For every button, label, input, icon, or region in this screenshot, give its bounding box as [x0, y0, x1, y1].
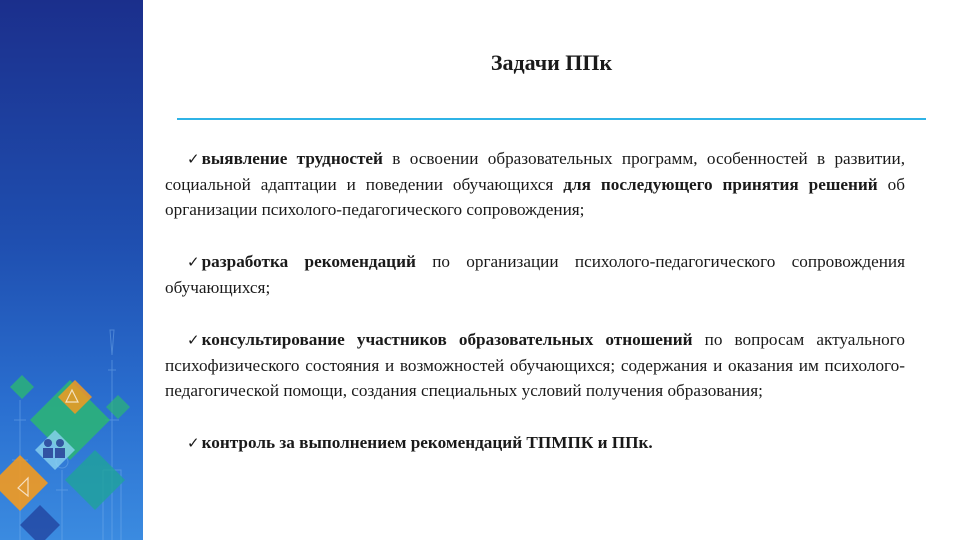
checkmark-icon: ✓ — [187, 434, 200, 452]
task-item-identification — [165, 146, 905, 222]
task-text: по вопросам актуального психофизического состояния и возможностей обучающихся; содержания и оказания им психолого-педагогической помощи, создания специальных условий получения образования; — [165, 330, 905, 400]
task-text: об организации психолого-педагогического сопровождения; — [165, 175, 905, 219]
task-item-consulting — [165, 327, 905, 403]
tasks-list — [165, 146, 905, 456]
task-bold-text: выявление трудностей — [201, 149, 383, 168]
slide-title: Задачи ППк — [490, 50, 613, 75]
task-item-control — [165, 430, 905, 456]
task-bold-text: консультирование участников образовательных отношений — [201, 330, 693, 349]
task-bold-text: контроль за выполнением рекомендаций ТПМПК и ППк. — [201, 433, 653, 452]
task-bold-text: разработка рекомендаций — [201, 252, 416, 271]
sidebar-pattern-graphic — [0, 0, 143, 540]
checkmark-icon: ✓ — [187, 253, 200, 271]
checkmark-icon: ✓ — [187, 331, 200, 349]
title-underline — [177, 118, 926, 120]
checkmark-icon: ✓ — [187, 150, 200, 168]
task-item-recommendations — [165, 249, 905, 300]
task-text: по организации психолого-педагогического сопровождения обучающихся; — [165, 252, 905, 297]
task-text: в освоении образовательных программ, особенностей в развитии, социальной адаптации и поведении обучающихся — [165, 149, 905, 194]
decorative-sidebar — [0, 0, 143, 540]
task-bold-text: для последующего принятия решений — [563, 175, 878, 194]
